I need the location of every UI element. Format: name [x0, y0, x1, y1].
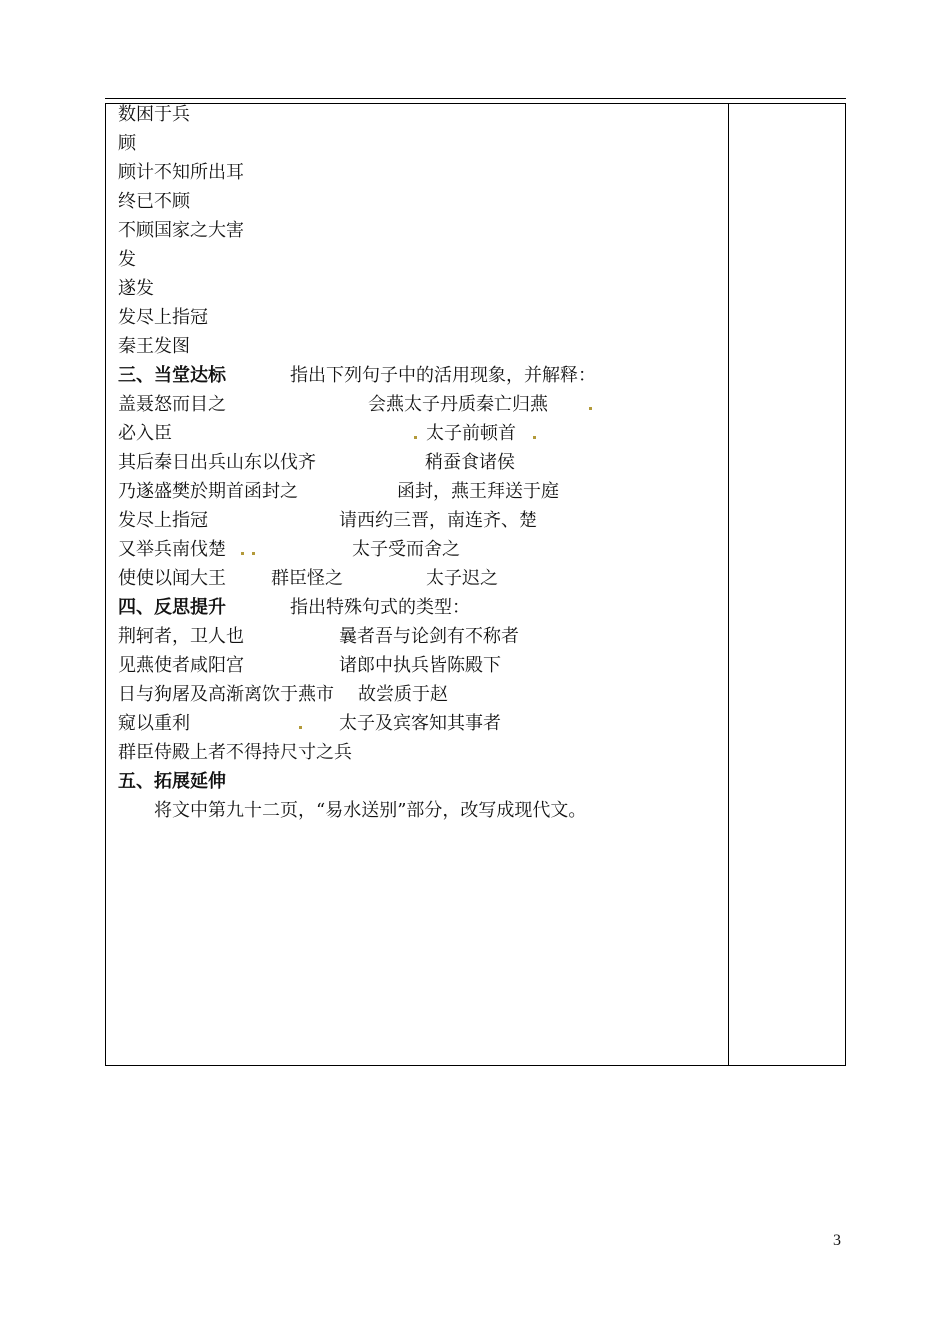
exercise-sentence: 太子受而舍之	[352, 539, 460, 560]
exercise-sentence: 荆轲者，卫人也	[118, 626, 244, 647]
exercise-sentence: 发尽上指冠	[118, 510, 208, 531]
vocab-text: 终已不顾	[118, 191, 190, 212]
exercise-sentence: 又举兵南伐楚	[118, 539, 226, 560]
exercise-sentence: 乃遂盛樊於期首函封之	[118, 481, 298, 502]
exercise-sentence: 见燕使者咸阳宫	[118, 655, 244, 676]
emphasis-dot	[533, 436, 536, 439]
emphasis-dot	[589, 407, 592, 410]
section-3-instruction: 指出下列句子中的活用现象，并解释：	[290, 365, 596, 386]
page-number: 3	[833, 1232, 841, 1249]
exercise-sentence: 会燕太子丹质秦亡归燕	[368, 394, 548, 415]
vocab-text: 发	[118, 249, 136, 270]
vocab-text: 遂发	[118, 278, 154, 299]
vocab-text: 秦王发图	[118, 336, 190, 357]
exercise-sentence: 函封，燕王拜送于庭	[397, 481, 559, 502]
exercise-sentence: 使使以闻大王	[118, 568, 226, 589]
emphasis-dot	[241, 552, 244, 555]
header-rule	[105, 98, 846, 99]
exercise-sentence: 其后秦日出兵山东以伐齐	[118, 452, 316, 473]
vocab-text: 顾计不知所出耳	[118, 162, 244, 183]
vocab-text: 不顾国家之大害	[118, 220, 244, 241]
exercise-sentence: 稍蚕食诸侯	[425, 452, 515, 473]
emphasis-dot	[414, 436, 417, 439]
exercise-sentence: 群臣侍殿上者不得持尺寸之兵	[118, 742, 352, 763]
emphasis-dot	[252, 552, 255, 555]
exercise-sentence: 日与狗屠及高渐离饮于燕市	[118, 684, 334, 705]
exercise-sentence: 盖聂怒而目之	[118, 394, 226, 415]
exercise-sentence: 故尝质于赵	[358, 684, 448, 705]
section-5-heading: 五、拓展延伸	[118, 771, 226, 792]
exercise-sentence: 太子及宾客知其事者	[339, 713, 501, 734]
exercise-sentence: 必入臣	[118, 423, 172, 444]
section-3-heading: 三、当堂达标	[118, 365, 226, 386]
section-4-heading: 四、反思提升	[118, 597, 226, 618]
vocab-text: 数困于兵	[118, 104, 190, 125]
section-5-text: 将文中第九十二页，“易水送别”部分，改写成现代文。	[154, 800, 587, 821]
exercise-sentence: 曩者吾与论剑有不称者	[339, 626, 519, 647]
section-4-instruction: 指出特殊句式的类型：	[290, 597, 470, 618]
vocab-text: 顾	[118, 133, 136, 154]
exercise-sentence: 诸郎中执兵皆陈殿下	[339, 655, 501, 676]
exercise-sentence: 请西约三晋，南连齐、楚	[339, 510, 537, 531]
exercise-sentence: 窥以重利	[118, 713, 190, 734]
emphasis-dot	[299, 726, 302, 729]
column-divider	[728, 104, 729, 1065]
vocab-text: 发尽上指冠	[118, 307, 208, 328]
exercise-sentence: 太子迟之	[426, 568, 498, 589]
exercise-sentence: 群臣怪之	[271, 568, 343, 589]
exercise-sentence: 太子前顿首	[426, 423, 516, 444]
